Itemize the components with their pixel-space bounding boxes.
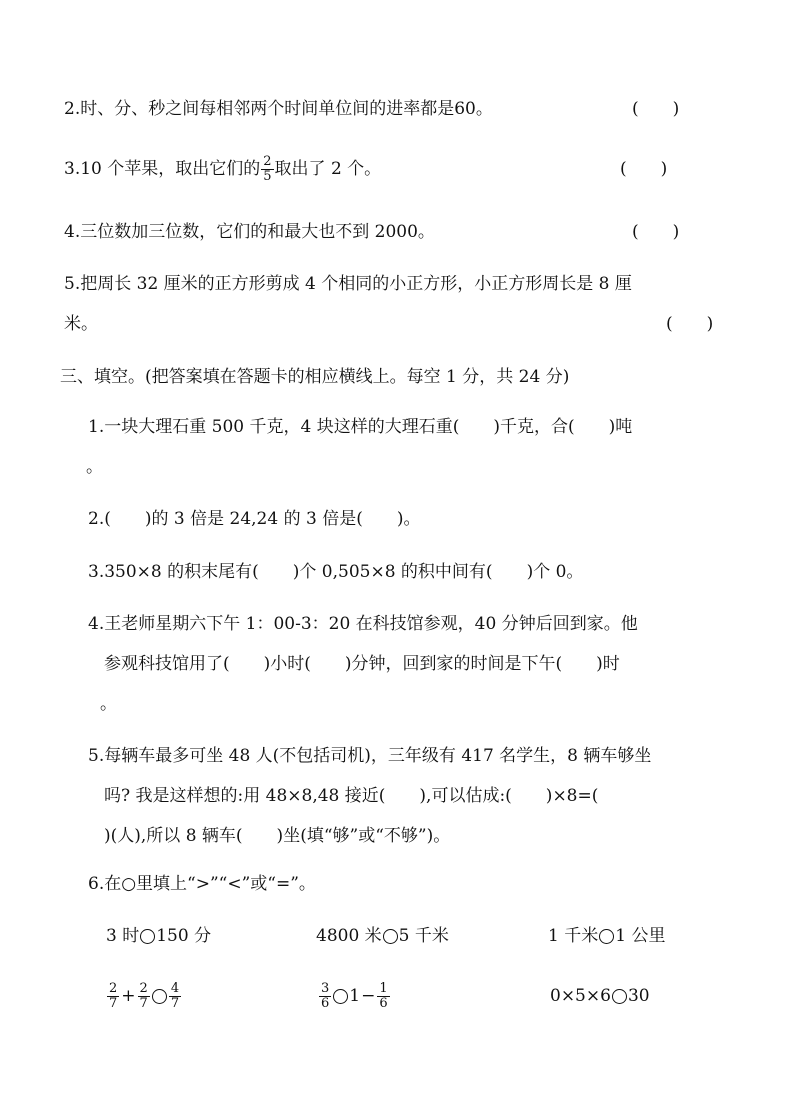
fill-q5-line1: 5.每辆车最多可坐 48 人(不包括司机)，三年级有 417 名学生，8 辆车够坐 bbox=[88, 746, 652, 766]
answer-circle[interactable] bbox=[612, 989, 627, 1004]
fraction-denominator: 6 bbox=[321, 995, 330, 1011]
fraction bbox=[377, 982, 389, 1011]
fill-q2-text: 2.( )的 3 倍是 24,24 的 3 倍是( )。 bbox=[88, 509, 421, 529]
compare-right: 5 千米 bbox=[398, 926, 449, 946]
fraction-denominator: 5 bbox=[263, 169, 272, 184]
answer-circle[interactable] bbox=[152, 989, 167, 1004]
fraction-numerator: 1 bbox=[379, 980, 388, 996]
answer-circle[interactable] bbox=[333, 989, 348, 1004]
number-one: 1 bbox=[349, 986, 361, 1006]
judge-q2-text: 2.时、分、秒之间每相邻两个时间单位间的进率都是60。 bbox=[64, 99, 493, 119]
fill-q3-text: 3.350×8 的积末尾有( )个 0,505×8 的积中间有( )个 0。 bbox=[88, 562, 584, 582]
judge-q3-text-after: 取出了 2 个。 bbox=[274, 159, 382, 179]
compare-item-3 bbox=[548, 925, 665, 947]
compare-left: 3 时 bbox=[106, 926, 140, 946]
judge-q4-answer-paren[interactable]: ( ) bbox=[632, 222, 680, 242]
compare-right: 150 分 bbox=[156, 926, 212, 946]
fraction-numerator: 2 bbox=[109, 980, 118, 996]
fill-q4-line2: 参观科技馆用了( )小时( )分钟，回到家的时间是下午( )时 bbox=[104, 654, 620, 674]
compare-item-4 bbox=[106, 976, 182, 1016]
fraction bbox=[138, 982, 150, 1011]
answer-circle[interactable] bbox=[599, 929, 614, 944]
fill-q6-title: 6.在○里填上“>”“<”或“=”。 bbox=[88, 874, 316, 894]
fill-q5-line2: 吗? 我是这样想的:用 48×8,48 接近( ),可以估成:( )×8=( bbox=[104, 786, 599, 806]
answer-circle[interactable] bbox=[383, 929, 398, 944]
fraction-numerator: 2 bbox=[263, 154, 272, 169]
fraction-denominator: 7 bbox=[139, 995, 148, 1011]
judge-q5-answer-paren[interactable]: ( ) bbox=[666, 314, 714, 334]
fraction bbox=[319, 982, 331, 1011]
judge-q3 bbox=[64, 151, 381, 187]
judge-q5-line2: 米。 bbox=[64, 314, 98, 334]
compare-item-6 bbox=[550, 985, 650, 1007]
fill-q4-line1: 4.王老师星期六下午 1：00-3：20 在科技馆参观，40 分钟后回到家。他 bbox=[88, 614, 638, 634]
fill-q1-line1: 1.一块大理石重 500 千克，4 块这样的大理石重( )千克，合( )吨 bbox=[88, 417, 633, 437]
answer-circle[interactable] bbox=[140, 929, 155, 944]
plus-sign: + bbox=[121, 986, 136, 1006]
fraction-denominator: 7 bbox=[109, 995, 118, 1011]
section3-heading: 三、填空。(把答案填在答题卡的相应横线上。每空 1 分，共 24 分) bbox=[60, 367, 570, 387]
fraction bbox=[107, 982, 119, 1011]
compare-left: 0×5×6 bbox=[550, 986, 611, 1006]
compare-left: 1 千米 bbox=[548, 926, 599, 946]
fraction-numerator: 2 bbox=[139, 980, 148, 996]
minus-sign: − bbox=[361, 986, 376, 1006]
fraction-numerator: 3 bbox=[321, 980, 330, 996]
fraction-denominator: 7 bbox=[170, 995, 180, 1011]
fill-q1-line2: 。 bbox=[86, 457, 103, 477]
compare-right: 30 bbox=[627, 986, 650, 1006]
compare-item-5 bbox=[318, 976, 391, 1016]
fraction-two-fifths bbox=[261, 155, 273, 184]
fraction bbox=[169, 982, 181, 1011]
compare-item-2 bbox=[316, 925, 449, 947]
fill-q4-line3: 。 bbox=[100, 694, 117, 714]
judge-q3-answer-paren[interactable]: ( ) bbox=[620, 159, 668, 179]
judge-q2-answer-paren[interactable]: ( ) bbox=[632, 99, 680, 119]
judge-q3-text-before: 3.10 个苹果，取出它们的 bbox=[64, 159, 261, 179]
judge-q5-line1: 5.把周长 32 厘米的正方形剪成 4 个相同的小正方形，小正方形周长是 8 厘 bbox=[64, 274, 632, 294]
judge-q4-text: 4.三位数加三位数，它们的和最大也不到 2000。 bbox=[64, 222, 435, 242]
fraction-numerator: 4 bbox=[170, 980, 180, 996]
compare-left: 4800 米 bbox=[316, 926, 382, 946]
compare-right: 1 公里 bbox=[615, 926, 666, 946]
fraction-denominator: 6 bbox=[379, 995, 388, 1011]
compare-item-1 bbox=[106, 925, 211, 947]
fill-q5-line3: )(人),所以 8 辆车( )坐(填“够”或“不够”)。 bbox=[104, 826, 451, 846]
